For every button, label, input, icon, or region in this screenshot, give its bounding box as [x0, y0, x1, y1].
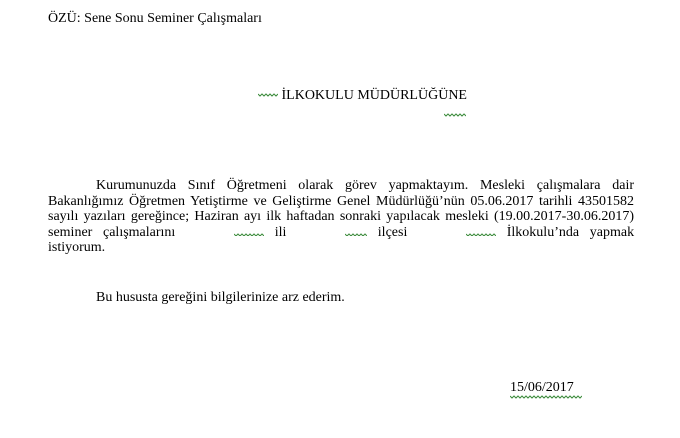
spellcheck-underline: [444, 110, 466, 118]
blank-province: [186, 225, 264, 235]
blank-district: [297, 225, 367, 235]
body-paragraph: [48, 178, 634, 256]
subject-line: ÖZÜ: Sene Sonu Seminer Çalışmaları: [48, 11, 262, 26]
body-text-part4: İlkokulu’nda yapmak istiyorum.: [48, 224, 635, 255]
addressee-heading: [258, 88, 467, 104]
body-text-part2: ili: [274, 224, 287, 240]
body-text-part1: Kurumunuzda Sınıf Öğretmeni olarak görev yapmaktayım. Mesleki çalışmalara dair Bakanlığımız Öğretmen Yetiştirme ve Geliştirme Genel Müdürlüğü’nün 05.06.2017 tarihli 43501582 sayılı yazıları gereğince; Haziran ayı ilk haftadan sonraki yapılacak mesleki (19.00.2017-30.06.2017) seminer çalışmalarını: [48, 178, 634, 240]
closing-line: Bu hususta gereğini bilgilerinize arz ederim.: [96, 290, 345, 305]
date: 15/06/2017: [510, 380, 574, 395]
blank-school: [418, 225, 496, 235]
addressee-text: İLKOKULU MÜDÜRLÜĞÜNE: [281, 88, 467, 103]
body-text-part3: ilçesi: [377, 224, 408, 240]
date-spellcheck-underline: [510, 394, 582, 400]
blank-school-name: [258, 91, 278, 97]
